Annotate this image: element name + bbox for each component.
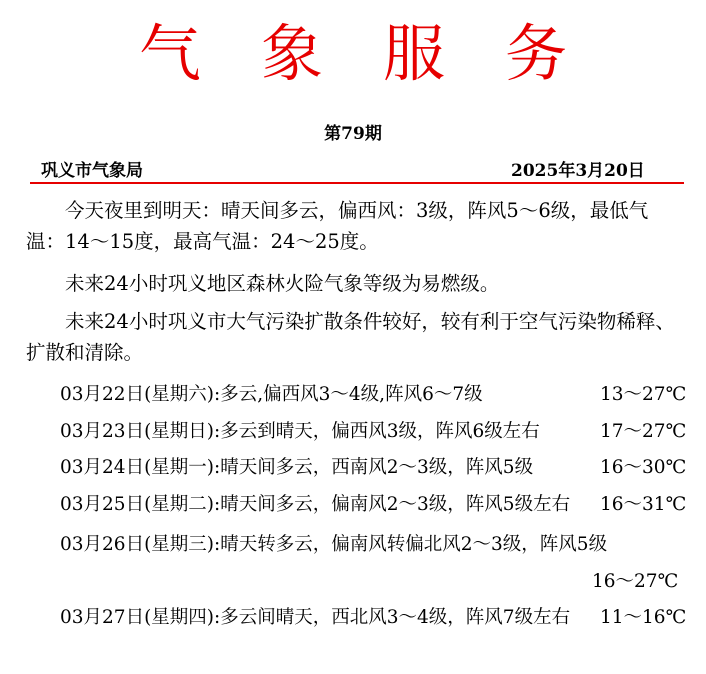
issue-date: 2025年3月20日 bbox=[511, 161, 645, 181]
forecast-row bbox=[60, 380, 687, 410]
forecast-temperature: 16～30℃ bbox=[600, 457, 687, 478]
forecast-date: 03月22日(星期六) bbox=[60, 384, 215, 405]
forecast-row bbox=[60, 530, 680, 560]
forecast-date: 03月23日(星期日) bbox=[60, 421, 215, 442]
header-divider bbox=[30, 182, 684, 184]
forecast-description: :晴天间多云，偏南风2～3级，阵风5级左右 bbox=[214, 494, 571, 515]
forecast-temperature: 13～27℃ bbox=[600, 384, 687, 405]
forecast-description: :晴天间多云，西南风2～3级，阵风5级 bbox=[214, 457, 534, 478]
forecast-temperature: 11～16℃ bbox=[600, 607, 687, 628]
issuing-organization: 巩义市气象局 bbox=[41, 161, 143, 181]
forecast-date: 03月24日(星期一) bbox=[60, 457, 215, 478]
forecast-temperature: 17～27℃ bbox=[600, 421, 687, 442]
forecast-temperature: 16～31℃ bbox=[600, 494, 687, 515]
forecast-row bbox=[60, 603, 687, 633]
paragraph-tonight-forecast: 今天夜里到明天：晴天间多云，偏西风：3级，阵风5～6级，最低气温：14～15度，最高气温：24～25度。 bbox=[26, 199, 649, 253]
forecast-description: :多云间晴天，西北风3～4级，阵风7级左右 bbox=[214, 607, 571, 628]
forecast-description: :多云,偏西风3～4级,阵风6～7级 bbox=[214, 384, 483, 405]
forecast-row bbox=[60, 417, 687, 447]
paragraph-air-quality: 未来24小时巩义市大气污染扩散条件较好，较有利于空气污染物稀释、扩散和清除。 bbox=[26, 310, 675, 364]
forecast-temperature: 16～27℃ bbox=[592, 571, 679, 592]
forecast-row bbox=[60, 453, 687, 483]
forecast-date: 03月26日(星期三) bbox=[60, 534, 215, 555]
forecast-date: 03月27日(星期四) bbox=[60, 607, 215, 628]
forecast-description: :多云到晴天，偏西风3级，阵风6级左右 bbox=[214, 421, 540, 442]
forecast-row bbox=[60, 490, 687, 520]
masthead-title: 气象服务 bbox=[138, 17, 627, 90]
forecast-date: 03月25日(星期二) bbox=[60, 494, 215, 515]
forecast-description: :晴天转多云，偏南风转偏北风2～3级，阵风5级 bbox=[214, 534, 608, 555]
issue-number: 第79期 bbox=[324, 124, 382, 144]
paragraph-fire-risk: 未来24小时巩义地区森林火险气象等级为易燃级。 bbox=[65, 272, 500, 295]
